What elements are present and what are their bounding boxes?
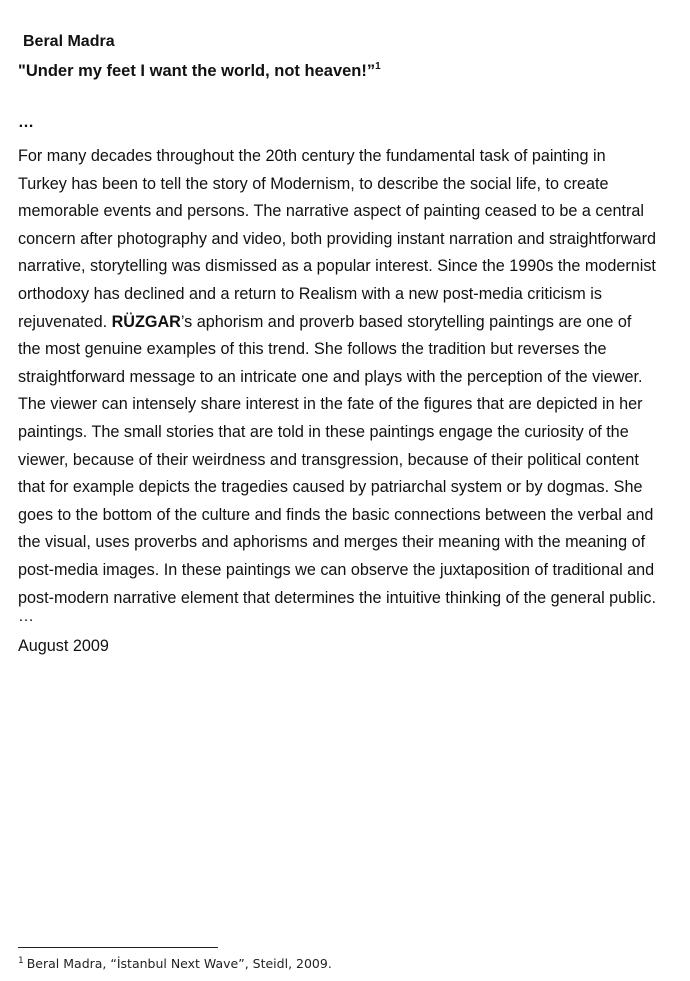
text-line: that for example depicts the tragedies caused by patriarchal system or by dogmas. She: [18, 478, 643, 497]
footnote: [18, 956, 332, 971]
title-text: "Under my feet I want the world, not heaven!”: [18, 62, 376, 80]
ellipsis-top: …: [18, 114, 34, 131]
text-line: narrative, storytelling was dismissed as a popular interest. Since the 1990s the modernist: [18, 257, 656, 276]
text-line: the visual, uses proverbs and aphorisms and merges their meaning with the meaning of: [18, 533, 646, 552]
footnote-number: 1: [18, 956, 24, 966]
footnote-ref: 1: [375, 61, 381, 72]
text-line: orthodoxy has declined and a return to Realism with a new post-media criticism is: [18, 284, 602, 303]
text-line: The viewer can intensely share interest in the fate of the figures that are depicted in her: [18, 395, 643, 414]
text-line: post-media images. In these paintings we can observe the juxtaposition of traditional and: [18, 560, 655, 579]
text-line: paintings. The small stories that are told in these paintings engage the curiosity of the: [18, 422, 629, 441]
footnote-separator: [18, 947, 218, 948]
text-line: the most genuine examples of this trend. She follows the tradition but reverses the: [18, 340, 607, 359]
text-line: memorable events and persons. The narrative aspect of painting ceased to be a central: [18, 202, 644, 221]
text-line: straightforward message to an intricate one and plays with the perception of the viewer.: [18, 367, 643, 386]
text-line: Turkey has been to tell the story of Modernism, to describe the social life, to create: [18, 174, 609, 193]
body-paragraph: [18, 143, 678, 612]
artist-name: RÜZGAR: [111, 312, 181, 331]
text-line: concern after photography and video, both providing instant narration and straightforward: [18, 229, 657, 248]
text-line: post-modern narrative element that determines the intuitive thinking of the general public.: [18, 588, 656, 607]
ellipsis-bottom: …: [18, 608, 34, 625]
text-line: goes to the bottom of the culture and finds the basic connections between the verbal and: [18, 505, 654, 524]
date: August 2009: [18, 637, 109, 655]
text-line: rejuvenated. RÜZGAR’s aphorism and proverb based storytelling paintings are one of: [18, 312, 632, 331]
text-line: viewer, because of their weirdness and transgression, because of their political content: [18, 450, 639, 469]
author-name: Beral Madra: [23, 33, 115, 50]
footnote-text: Beral Madra, “İstanbul Next Wave”, Steidl, 2009.: [26, 956, 332, 971]
essay-title: [18, 61, 381, 81]
text-line: For many decades throughout the 20th century the fundamental task of painting in: [18, 147, 606, 165]
